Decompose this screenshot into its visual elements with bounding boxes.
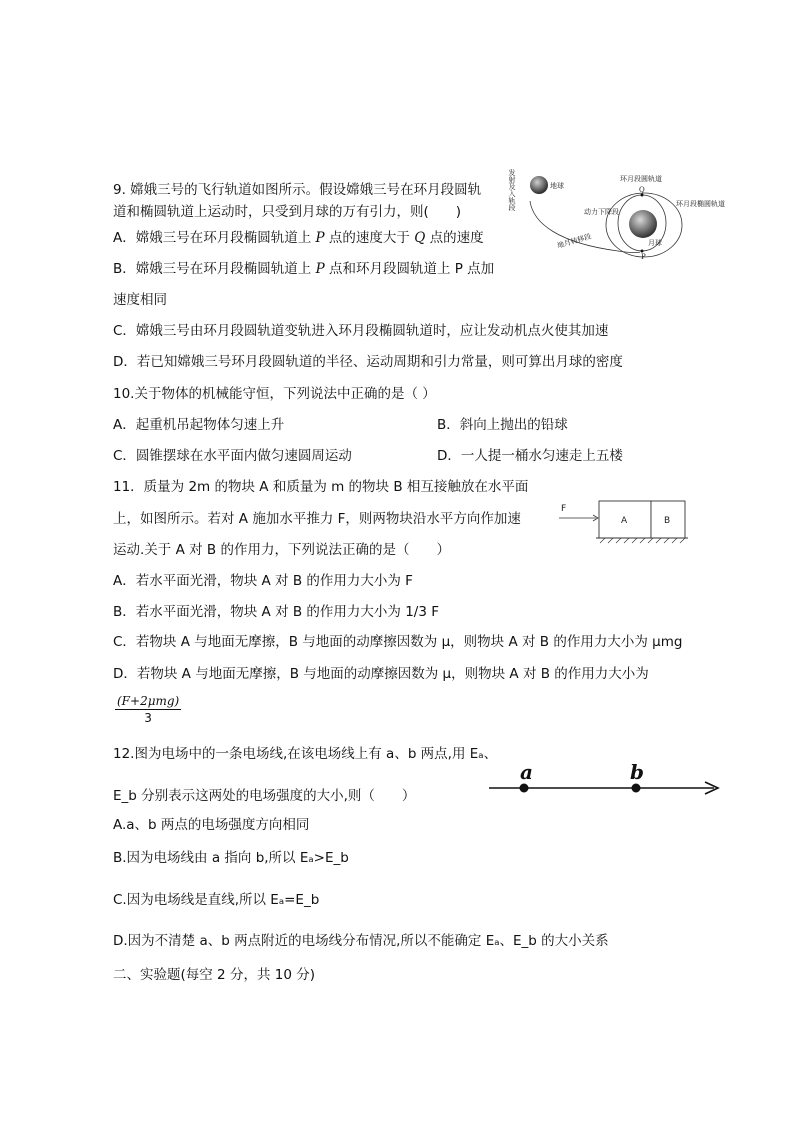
- q9-option-a-text1: A．嫦娥三号在环月段椭圆轨道上: [113, 230, 316, 246]
- earth-label: 地球: [550, 182, 564, 190]
- label-transfer: 地月转移段: [556, 232, 593, 250]
- q11-stem-line2: 上，如图所示。若对 A 施加水平推力 F，则两物块沿水平方向作加速: [113, 511, 521, 527]
- label-p: P: [641, 253, 646, 261]
- q12-stem-line1: 12.图为电场中的一条电场线,在该电场线上有 a、b 两点,用 Eₐ、: [113, 746, 498, 762]
- q11-option-a[interactable]: A．若水平面光滑，物块 A 对 B 的作用力大小为 F: [113, 573, 413, 589]
- earth-icon: [530, 176, 548, 194]
- q9-stem-line1: 9. 嫦娥三号的飞行轨道如图所示。假设嫦娥三号在环月段圆轨: [113, 182, 482, 198]
- fraction-denominator: 3: [144, 711, 152, 725]
- chang-e-orbit-diagram: [508, 163, 733, 263]
- q12-option-c[interactable]: C.因为电场线是直线,所以 Eₐ=E_b: [113, 892, 320, 908]
- q9-option-a-text2: 点的速度大于: [324, 230, 415, 246]
- q9-stem-line2: 道和椭圆轨道上运动时，只受到月球的万有引力，则( ): [113, 204, 462, 220]
- q9-option-d[interactable]: D．若已知嫦娥三号环月段圆轨道的半径、运动周期和引力常量，则可算出月球的密度: [113, 354, 623, 370]
- q11-stem-line3: 运动.关于 A 对 B 的作用力，下列说法正确的是（ ）: [113, 542, 450, 558]
- q9-option-a[interactable]: [113, 229, 484, 247]
- q10-stem: 10.关于物体的机械能守恒，下列说法中正确的是（ ）: [113, 386, 436, 402]
- point-b-label: b: [630, 760, 644, 784]
- q10-option-b[interactable]: B．斜向上抛出的铅球: [437, 417, 568, 433]
- section-2-heading: 二、实验题(每空 2 分，共 10 分): [113, 967, 315, 983]
- q11-option-b[interactable]: B．若水平面光滑，物块 A 对 B 的作用力大小为 1/3 F: [113, 604, 439, 620]
- q12-stem-line2: E_b 分别表示这两处的电场强度的大小,则（ ）: [113, 788, 416, 804]
- label-moon: 月球: [648, 239, 662, 247]
- electric-field-line-diagram: [486, 757, 722, 799]
- q9-option-b-text1: B．嫦娥三号在环月段椭圆轨道上: [113, 261, 316, 277]
- q11-option-c[interactable]: C．若物块 A 与地面无摩擦，B 与地面的动摩擦因数为 μ，则物块 A 对 B 的作用力大小为 μmg: [113, 634, 683, 650]
- q10-option-d[interactable]: D．一人提一桶水匀速走上五楼: [437, 448, 623, 464]
- q9-option-b[interactable]: [113, 260, 494, 278]
- blocks-diagram: [556, 496, 712, 546]
- point-a: [520, 784, 529, 793]
- q9-option-c[interactable]: C．嫦娥三号由环月段圆轨道变轨进入环月段椭圆轨道时，应让发动机点火使其加速: [113, 323, 609, 339]
- block-b-label: B: [664, 516, 671, 526]
- q12-option-d[interactable]: D.因为不清楚 a、b 两点附近的电场线分布情况,所以不能确定 Eₐ、E_b 的大小关系: [113, 933, 609, 949]
- q9-option-a-q: Q: [414, 230, 426, 246]
- q9-option-b-text2: 点和环月段圆轨道上 P 点加: [324, 261, 495, 277]
- q12-option-b[interactable]: B.因为电场线由 a 指向 b,所以 Eₐ>E_b: [113, 850, 349, 866]
- force-label: F: [561, 504, 567, 514]
- q11-stem-line1: 11．质量为 2m 的物块 A 和质量为 m 的物块 B 相互接触放在水平面: [113, 479, 529, 495]
- q9-option-a-text3: 点的速度: [425, 230, 484, 246]
- point-b: [632, 784, 641, 793]
- point-a-label: a: [520, 760, 533, 784]
- label-elliptical-orbit: 环月段椭圆轨道: [676, 200, 725, 208]
- label-circular-orbit: 环月段圆轨道: [620, 175, 662, 183]
- label-q: Q: [639, 186, 645, 194]
- q10-option-c[interactable]: C．圆锥摆球在水平面内做匀速圆周运动: [113, 448, 352, 464]
- ground-hatching: [600, 538, 685, 543]
- q9-option-b-cont: 速度相同: [113, 292, 167, 308]
- block-a-label: A: [621, 516, 628, 526]
- moon-icon: [629, 210, 657, 238]
- q11-option-d-fraction: [115, 694, 181, 725]
- q10-option-a[interactable]: A．起重机吊起物体匀速上升: [113, 417, 285, 433]
- q11-option-d[interactable]: D．若物块 A 与地面无摩擦，B 与地面的动摩擦因数为 μ，则物块 A 对 B 的作用力大小为: [113, 666, 649, 682]
- fraction-numerator: (F+2μmg): [117, 694, 180, 708]
- q12-option-a[interactable]: A.a、b 两点的电场强度方向相同: [113, 817, 310, 833]
- q9-option-b-p: P: [315, 261, 325, 277]
- launch-label: 发射及入轨段: [508, 169, 516, 211]
- label-descent: 动力下降段: [584, 208, 619, 216]
- q9-option-a-p: P: [315, 230, 325, 246]
